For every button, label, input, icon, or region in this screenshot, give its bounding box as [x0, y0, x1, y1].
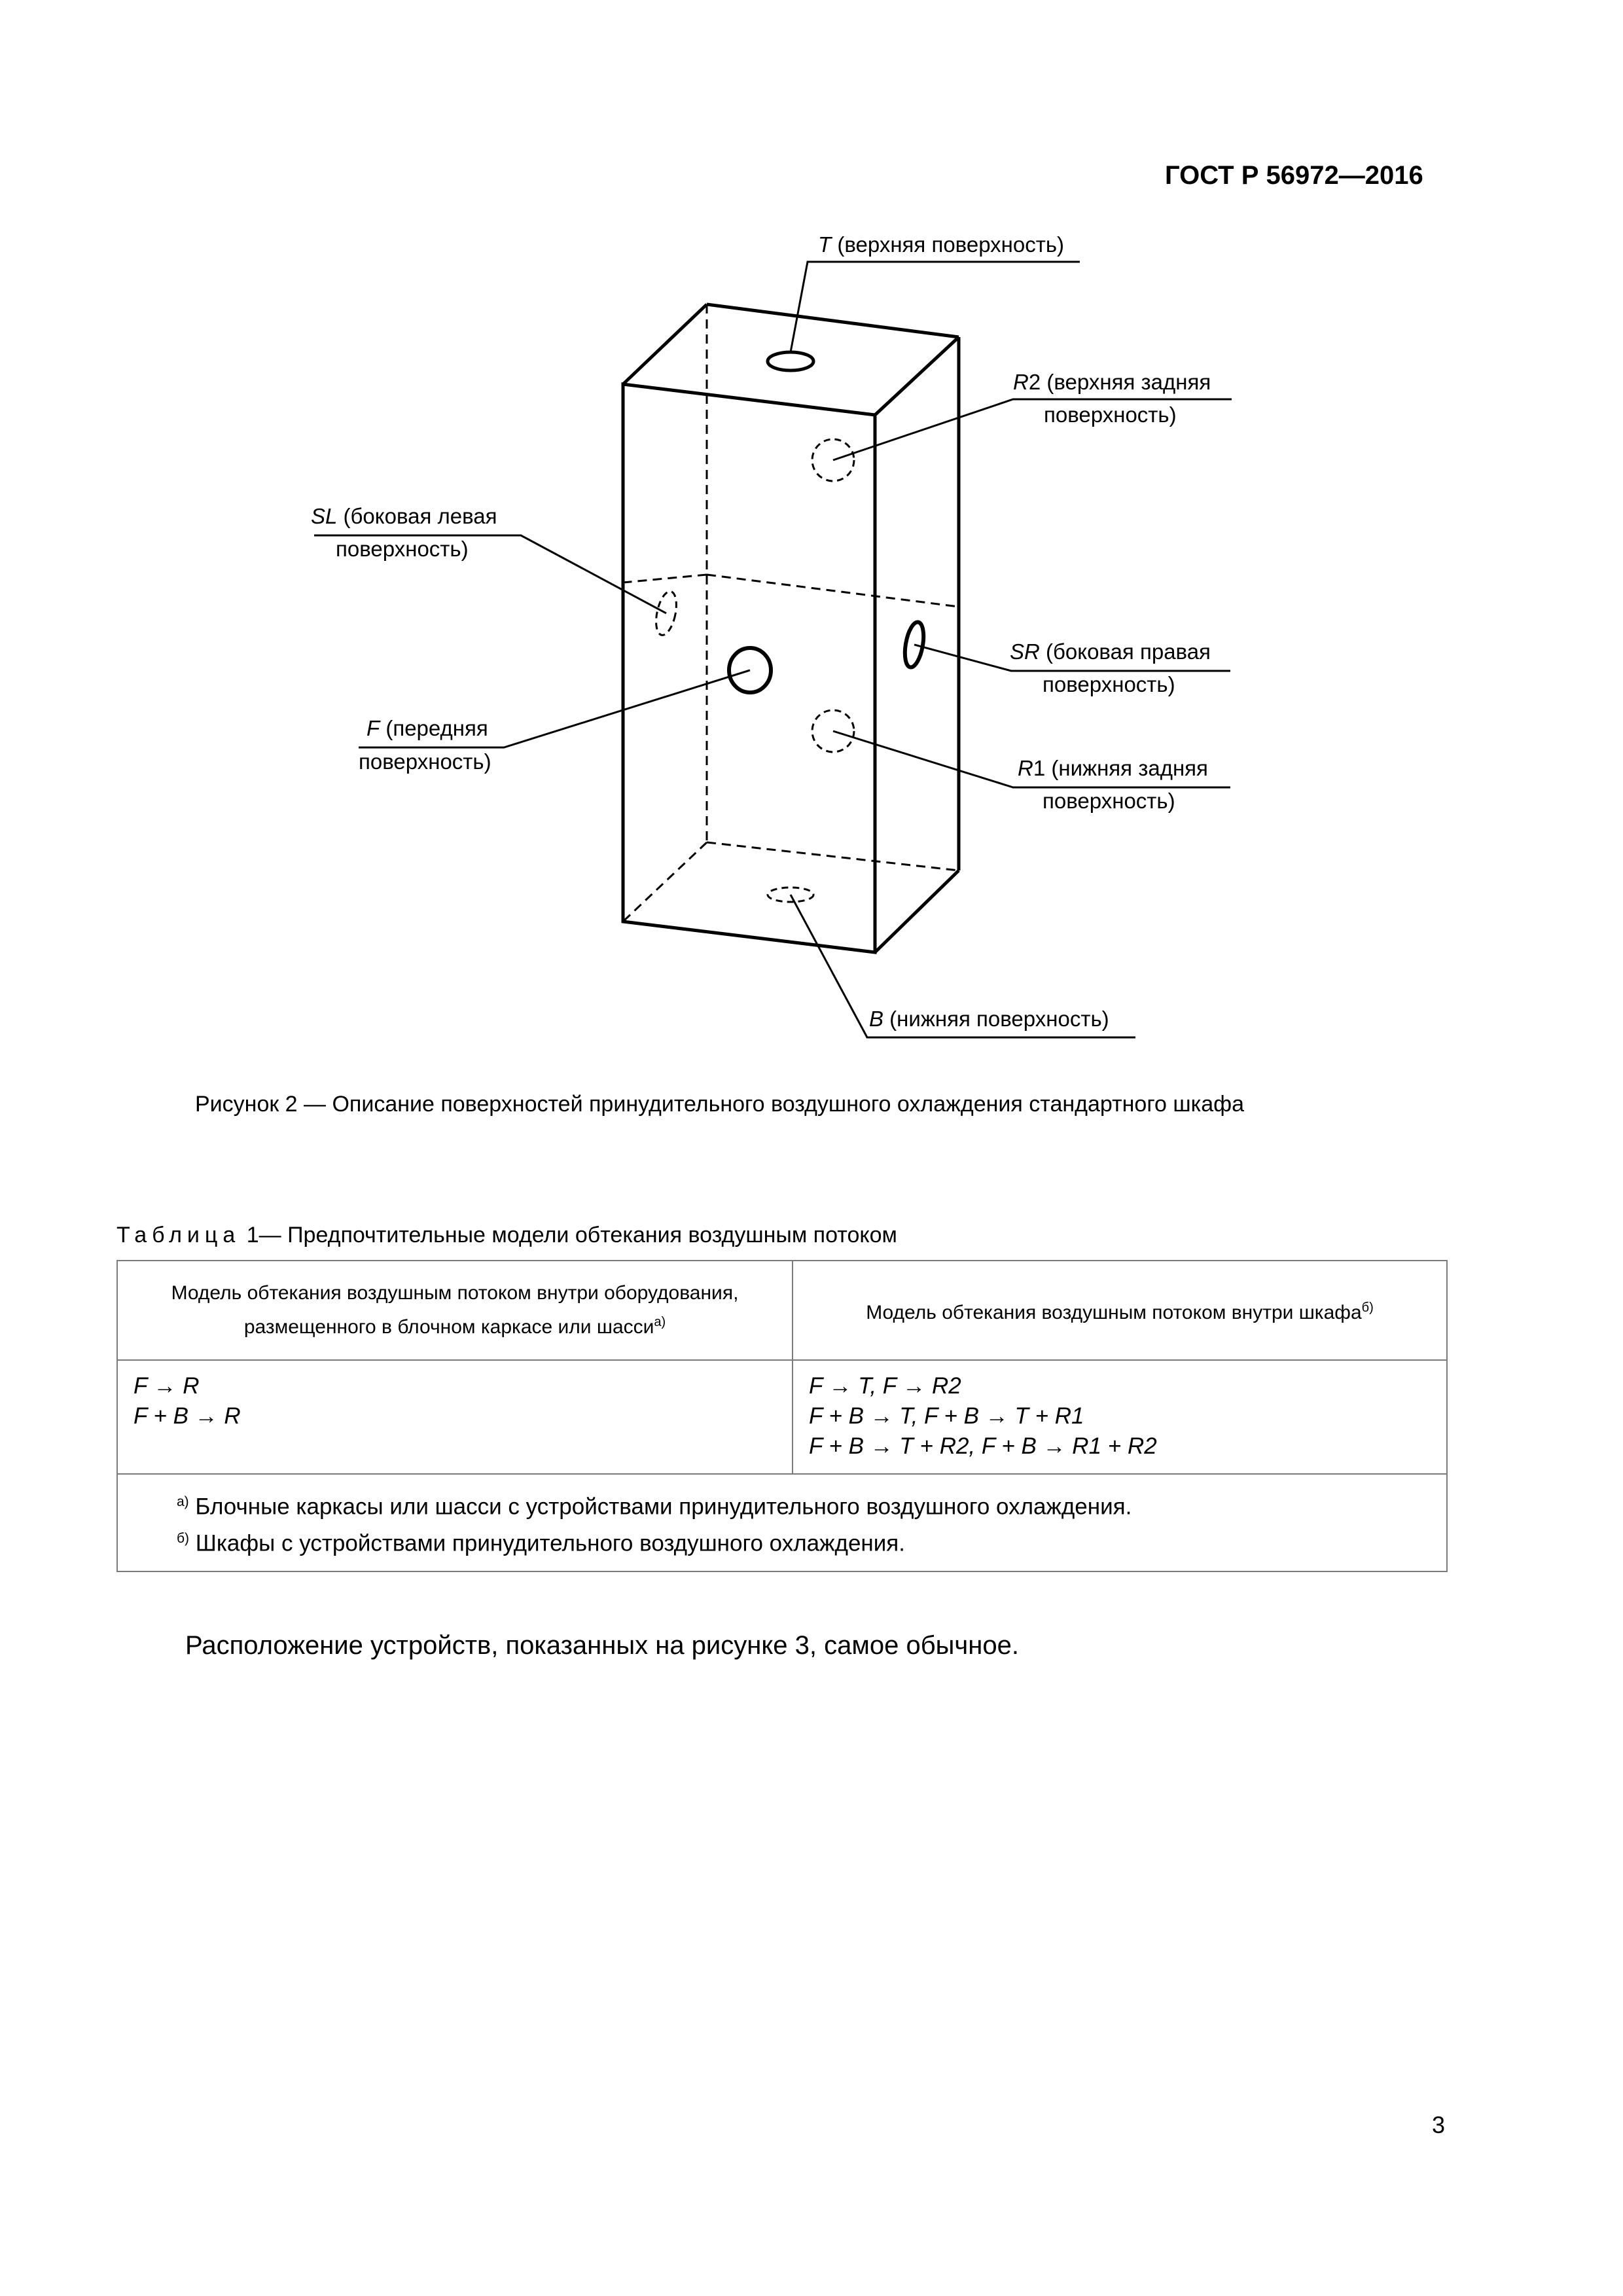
- label-F: F (передняя: [366, 716, 488, 740]
- label-SL: SL (боковая левая: [311, 504, 497, 528]
- standard-id: ГОСТ Р 56972—2016: [1165, 161, 1423, 190]
- label-R2-line2: поверхность): [1044, 403, 1177, 427]
- label-R1: R1 (нижняя задняя: [1018, 756, 1208, 780]
- label-T: T (верхняя поверхность): [818, 232, 1065, 257]
- hidden-mid-line-left: [623, 575, 707, 583]
- model-entry: F + B → R: [134, 1403, 241, 1429]
- cell-equipment-models: [117, 1360, 793, 1474]
- table-header-row: [117, 1261, 1447, 1360]
- header-col-equipment: Модель обтекания воздушным потоком внутри оборудования, размещенного в блочном каркасе или шасси$^{а)}$: [117, 1261, 793, 1360]
- page-number: 3: [1432, 2111, 1446, 2138]
- label-SR-line2: поверхность): [1043, 672, 1175, 696]
- table-title-rest: 1— Предпочтительные модели обтекания воздушным потоком: [240, 1223, 897, 1247]
- table-notes-row: [117, 1474, 1447, 1571]
- cabinet-front-face: [623, 384, 875, 952]
- header-col-cabinet: Модель обтекания воздушным потоком внутри шкафа$^{б)}$: [793, 1261, 1447, 1360]
- table-title: [116, 1223, 897, 1248]
- footnote-a: $^{а)}$ Блочные каркасы или шасси с устройствами принудительного воздушного охлаждения.: [177, 1494, 1132, 1520]
- airflow-table: [116, 1260, 1448, 1572]
- model-entry: F → R: [134, 1373, 200, 1399]
- cabinet-top-back-edge: [623, 304, 707, 384]
- label-SR: SR (боковая правая: [1010, 639, 1211, 664]
- table-notes: [117, 1474, 1447, 1571]
- footnote-b: $^{б)}$ Шкафы с устройствами принудительного воздушного охлаждения.: [177, 1530, 905, 1556]
- model-entry: F + B → T, F + B → T + R1: [809, 1403, 1084, 1429]
- hidden-mid-line-back: [707, 575, 959, 607]
- label-R2: R2 (верхняя задняя: [1013, 370, 1211, 394]
- cell-cabinet-models: [793, 1360, 1447, 1474]
- cabinet-diagram: [0, 0, 1623, 1073]
- hidden-edge-bottom-back: [707, 842, 959, 870]
- label-SL-line2: поверхность): [336, 537, 469, 561]
- hidden-edge-bottom-left: [623, 842, 707, 922]
- vent-T: [768, 352, 813, 370]
- label-R1-line2: поверхность): [1043, 789, 1175, 813]
- leader-T: [791, 262, 1080, 352]
- body-paragraph: Расположение устройств, показанных на рисунке 3, самое обычное.: [185, 1631, 1019, 1660]
- table-title-word: Таблица: [116, 1223, 241, 1247]
- table-row: [117, 1360, 1447, 1474]
- figure-caption: Рисунок 2 — Описание поверхностей принудительного воздушного охлаждения стандартного шкафа: [195, 1092, 1245, 1117]
- label-B: B (нижняя поверхность): [869, 1007, 1109, 1031]
- model-entry: F → T, F → R2: [809, 1373, 961, 1399]
- model-entry: F + B → T + R2, F + B → R1 + R2: [809, 1433, 1157, 1459]
- label-F-line2: поверхность): [359, 749, 491, 774]
